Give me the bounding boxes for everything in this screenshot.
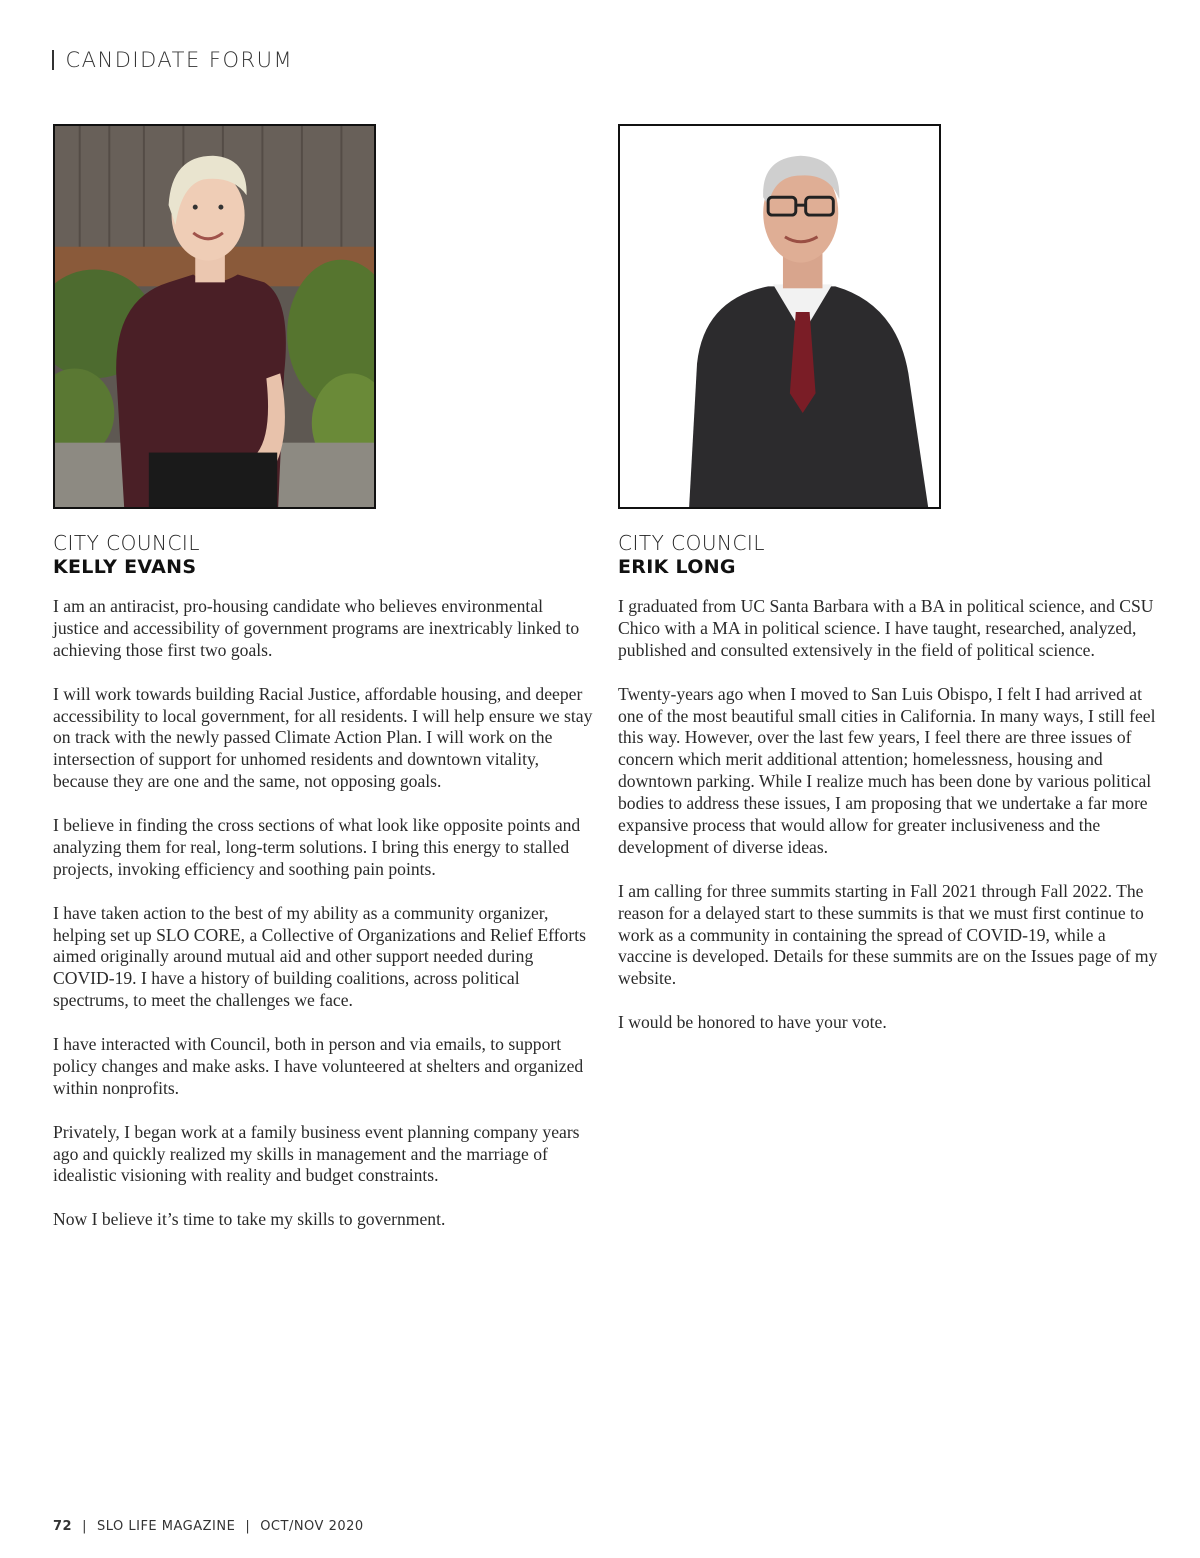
bio-paragraph: I would be honored to have your vote.: [618, 1012, 887, 1033]
bio-paragraph: I have interacted with Council, both in person and via emails, to support policy changes and make asks. I have volunteered at shelters and organized within nonprofits.: [53, 1034, 584, 1098]
candidate-role: CITY COUNCIL: [618, 531, 765, 555]
candidate-column-left: [53, 124, 593, 1253]
bio-paragraph: I have taken action to the best of my ability as a community organizer, helping set up SLO CORE, a Collective of Organizations and Relief Efforts aimed originally around mutual aid and other support needed during COVID-19. I have a history of building coalitions, across political spectrums, to meet the challenges we face.: [53, 902, 586, 1011]
section-title: CANDIDATE FORUM: [65, 48, 294, 72]
bio-paragraph: I am an antiracist, pro-housing candidate who believes environmental justice and accessibility of government programs are inextricably linked to achieving those first two goals.: [53, 596, 580, 660]
candidate-name: ERIK LONG: [618, 556, 736, 578]
candidate-photo-kelly-evans: [53, 124, 376, 509]
bio-paragraph: I will work towards building Racial Justice, affordable housing, and deeper accessibility to local government, for all residents. I will help ensure we stay on track with the newly passed Climate Action Plan. I will work on the intersection of support for unhomed residents and downtown vitality, because they are one and the same, not opposing goals.: [53, 683, 593, 792]
footer-divider: |: [82, 1519, 87, 1534]
candidate-column-right: [618, 124, 1158, 1056]
bio-paragraph: Privately, I began work at a family business event planning company years ago and quickly realized my skills in management and the marriage of idealistic visioning with reality and budget constraints.: [53, 1121, 580, 1186]
publication-name: SLO LIFE MAGAZINE: [96, 1519, 236, 1534]
candidate-bio: [618, 596, 1158, 1034]
bio-paragraph: I graduated from UC Santa Barbara with a BA in political science, and CSU Chico with a MA in political science. I have taught, researched, analyzed, published and consulted extensively in the field of political science.: [618, 596, 1154, 660]
candidate-photo-erik-long: [618, 124, 941, 509]
candidate-role: CITY COUNCIL: [53, 531, 200, 555]
bio-paragraph: Now I believe it’s time to take my skills to government.: [53, 1209, 446, 1230]
candidate-name: KELLY EVANS: [53, 556, 197, 578]
section-header: [52, 48, 293, 72]
bio-paragraph: Twenty-years ago when I moved to San Luis Obispo, I felt I had arrived at one of the most beautiful small cities in California. In many ways, I still feel this way. However, over the last few years, I feel there are three issues of concern which merit additional attention; homelessness, housing and downtown parking. While I realize much has been done by various political bodies to address these issues, I am proposing that we undertake a far more expansive process that would allow for greater inclusiveness and the development of diverse ideas.: [618, 683, 1156, 857]
header-divider: [52, 50, 54, 70]
issue-date: OCT/NOV 2020: [260, 1519, 364, 1534]
page-footer: [53, 1519, 364, 1534]
bio-paragraph: I believe in finding the cross sections of what look like opposite points and analyzing them for real, long-term solutions. I bring this energy to stalled projects, invoking efficiency and soothing pain points.: [53, 815, 581, 879]
bio-paragraph: I am calling for three summits starting in Fall 2021 through Fall 2022. The reason for a delayed start to these summits is that we must first continue to work as a community in containing the spread of COVID-19, while a vaccine is developed. Details for these summits are on the Issues page of my website.: [618, 880, 1158, 989]
page-number: 72: [53, 1519, 73, 1534]
candidate-bio: [53, 596, 593, 1231]
footer-divider: |: [245, 1519, 251, 1534]
